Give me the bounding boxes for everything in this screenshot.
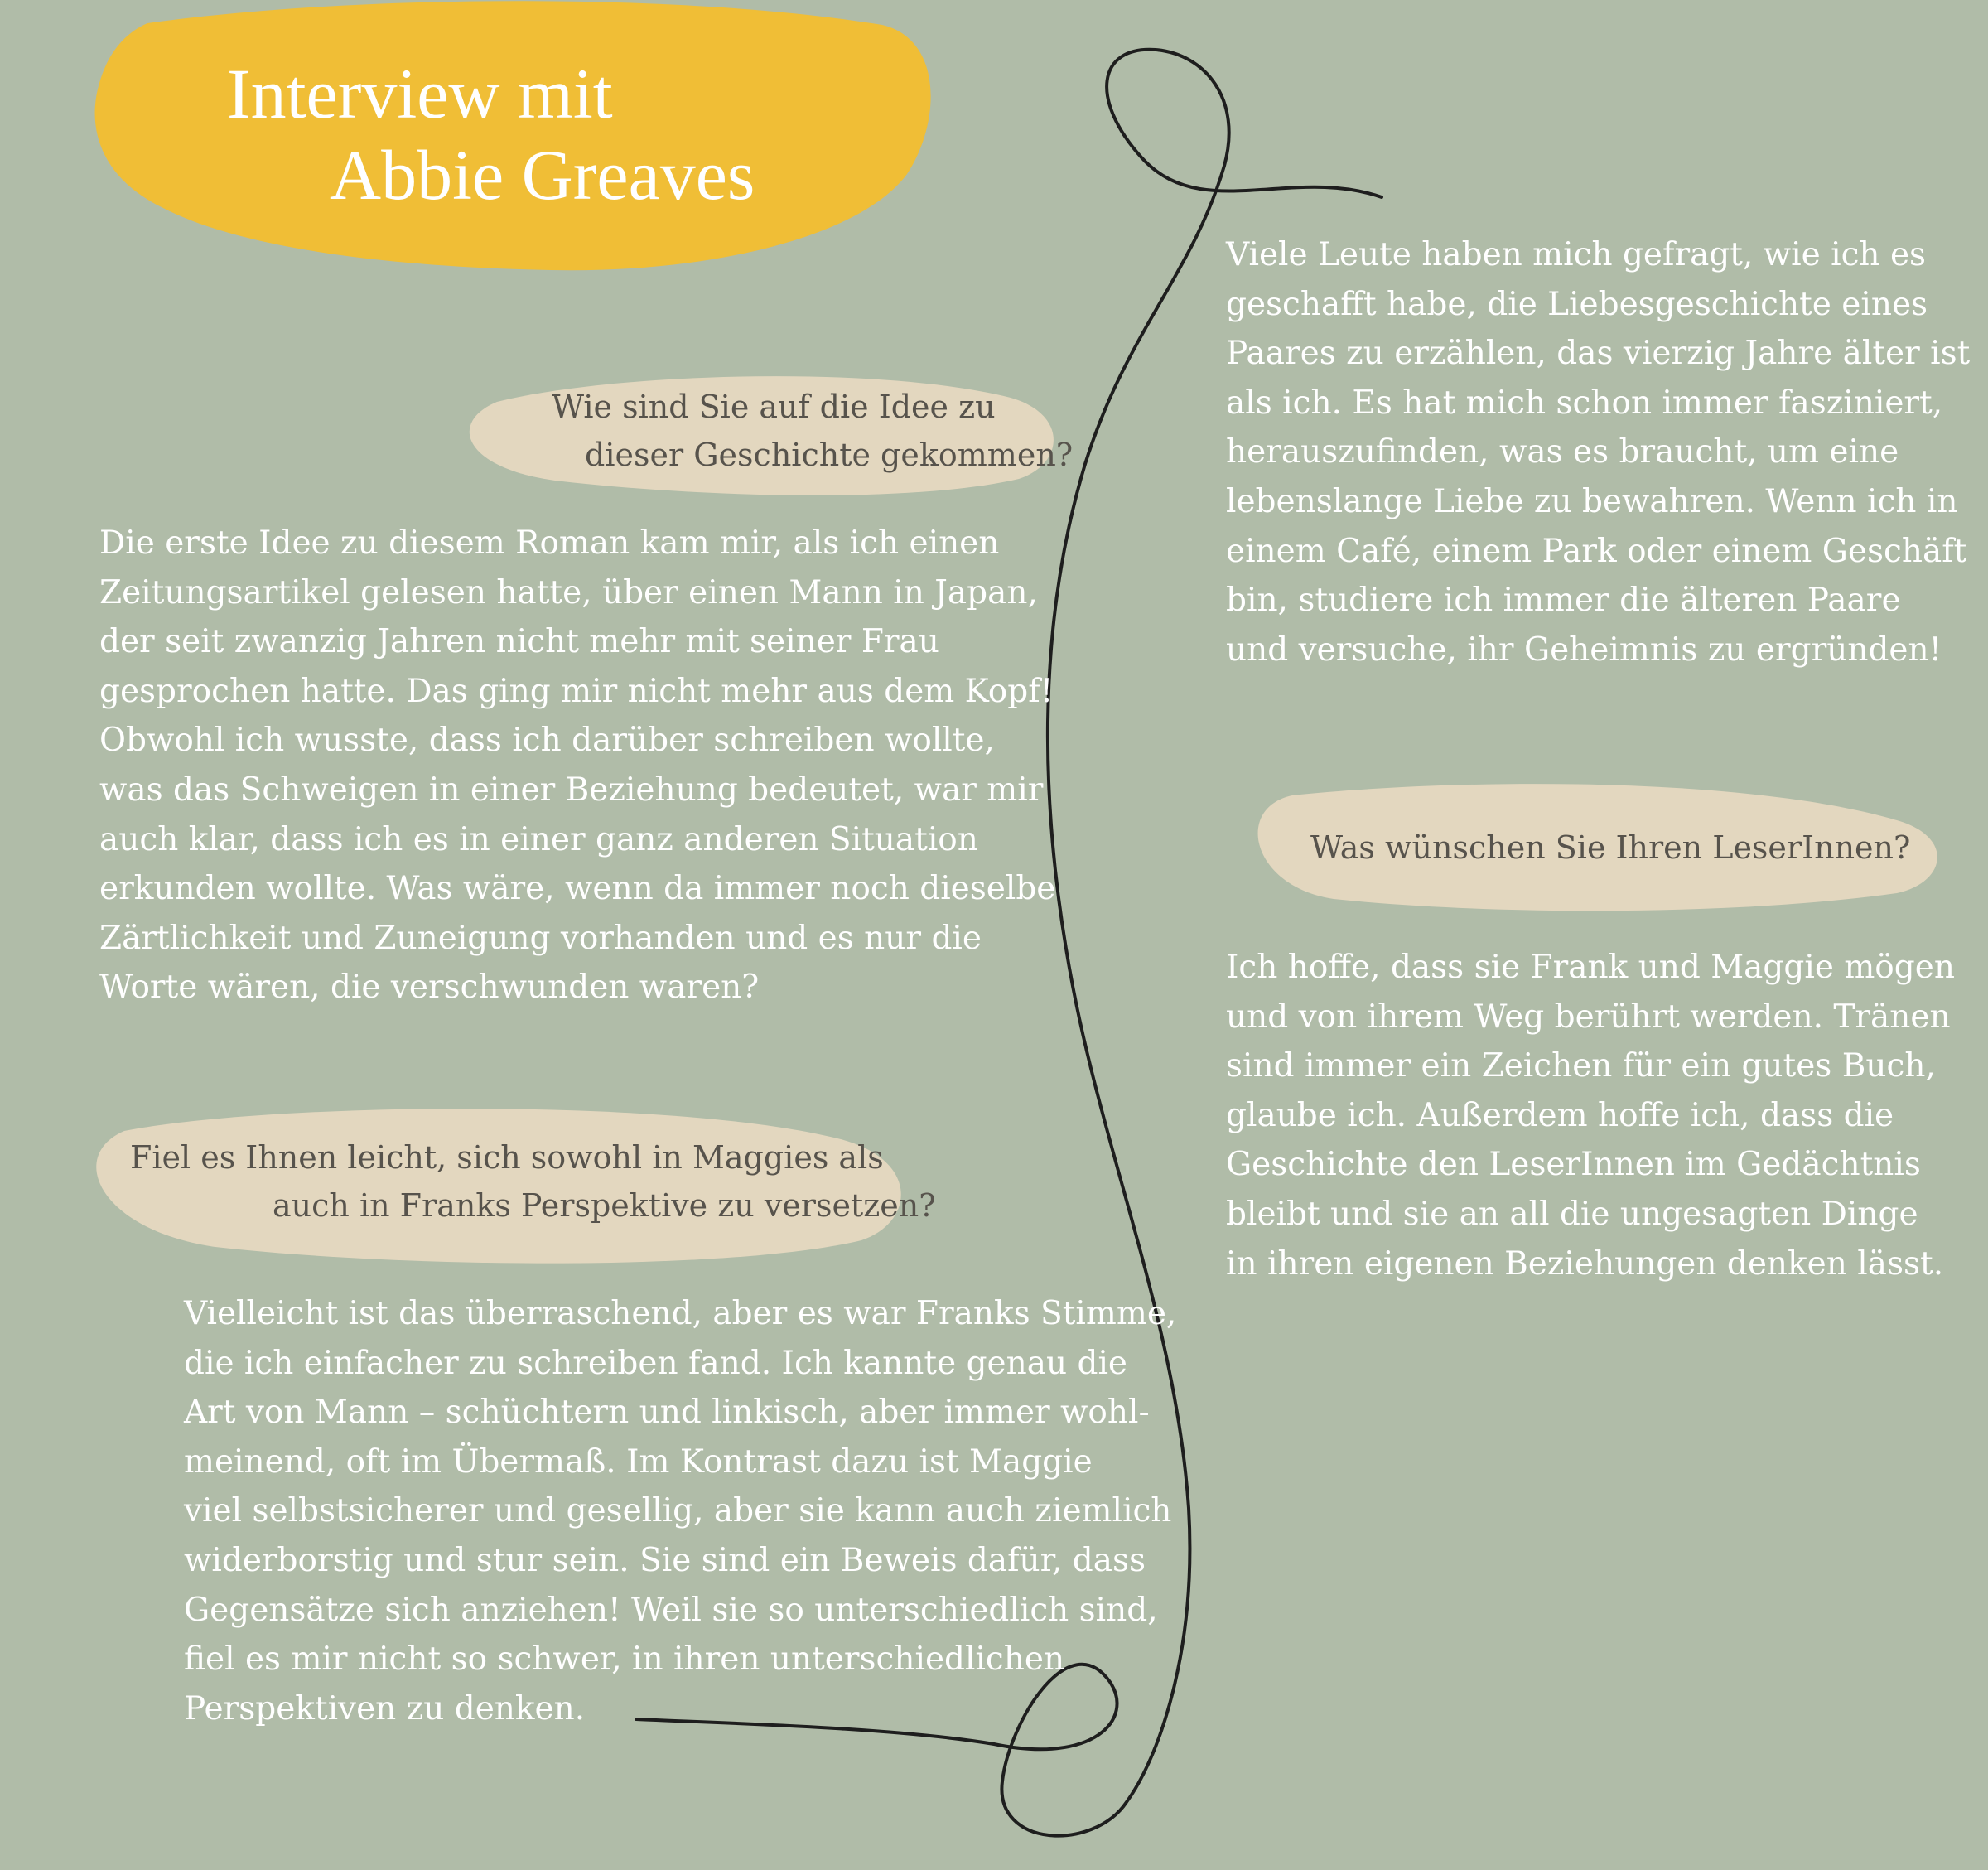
answer-1-line: Zeitungsartikel gelesen hatte, über einen Mann in Japan, (99, 573, 1038, 611)
answer-3-line: lebenslange Liebe zu bewahren. Wenn ich in (1226, 482, 1958, 520)
answer-3-line: bin, studiere ich immer die älteren Paare (1226, 582, 1901, 620)
answer-1-line: erkunden wollte. Was wäre, wenn da immer noch dieselbe (99, 870, 1056, 908)
answer-1-line: Worte wären, die verschwunden waren? (99, 969, 760, 1007)
answer-2 (184, 1289, 1176, 1733)
answer-1-line: gesprochen hatte. Das ging mir nicht mehr aus dem Kopf! (99, 672, 1054, 710)
answer-4-line: sind immer ein Zeichen für ein gutes Buch, (1226, 1047, 1936, 1085)
answer-3-line: Paares zu erzählen, das vierzig Jahre älter ist (1226, 335, 1971, 373)
answer-2-line: Gegensätze sich anziehen! Weil sie so unterschiedlich sind, (184, 1591, 1158, 1629)
answer-1-line: Zärtlichkeit und Zuneigung vorhanden und es nur die (99, 919, 982, 957)
answer-3-line: herauszufinden, was es braucht, um eine (1226, 433, 1899, 471)
answer-1-line: was das Schweigen in einer Beziehung bedeutet, war mir (99, 771, 1044, 809)
answer-2-line: viel selbstsicherer und gesellig, aber sie kann auch ziemlich (184, 1492, 1172, 1530)
answer-2-line: fiel es mir nicht so schwer, in ihren unterschiedlichen (184, 1640, 1065, 1679)
question-1-line-1: Wie sind Sie auf die Idee zu (552, 389, 996, 425)
answer-3-line: geschafft habe, die Liebesgeschichte eines (1226, 285, 1928, 323)
answer-1 (99, 519, 1055, 1012)
answer-4-line: Geschichte den LeserInnen im Gedächtnis (1226, 1146, 1921, 1184)
title-line-1: Interview mit (227, 54, 613, 133)
answer-4-line: und von ihrem Weg berührt werden. Tränen (1226, 998, 1951, 1036)
answer-4-line: Ich hoffe, dass sie Frank und Maggie mögen (1226, 949, 1955, 986)
answer-2-line: Art von Mann – schüchtern und linkisch, aber immer wohl- (184, 1394, 1150, 1432)
answer-2-line: Perspektiven zu denken. (184, 1689, 586, 1727)
answer-2-line: die ich einfacher zu schreiben fand. Ich kannte genau die (184, 1344, 1128, 1382)
answer-3-line: und versuche, ihr Geheimnis zu ergründen! (1226, 631, 1942, 669)
answer-2-line: Vielleicht ist das überraschend, aber es war Franks Stimme, (184, 1295, 1177, 1332)
answer-1-line: auch klar, dass ich es in einer ganz anderen Situation (99, 820, 978, 858)
answer-1-line: Die erste Idee zu diesem Roman kam mir, als ich einen (99, 524, 1000, 562)
answer-1-line: der seit zwanzig Jahren nicht mehr mit seiner Frau (99, 623, 939, 661)
question-3-line-1: Was wünschen Sie Ihren LeserInnen? (1310, 829, 1911, 866)
question-2 (130, 1133, 936, 1230)
title-line-2: Abbie Greaves (330, 135, 755, 215)
answer-2-line: meinend, oft im Übermaß. Im Kontrast dazu ist Maggie (184, 1442, 1093, 1481)
answer-3 (1226, 230, 1970, 674)
answer-3-line: als ich. Es hat mich schon immer fasziniert, (1226, 384, 1943, 422)
question-1-line-2: dieser Geschichte gekommen? (585, 437, 1074, 473)
question-2-line-1: Fiel es Ihnen leicht, sich sowohl in Maggies als (130, 1139, 884, 1176)
answer-2-line: widerborstig und stur sein. Sie sind ein Beweis dafür, dass (184, 1541, 1146, 1579)
answer-3-line: einem Café, einem Park oder einem Geschäft (1226, 532, 1967, 570)
question-1 (552, 383, 1073, 479)
answer-4-line: in ihren eigenen Beziehungen denken lässt. (1226, 1244, 1944, 1283)
answer-4-line: bleibt und sie an all die ungesagten Dinge (1226, 1195, 1918, 1233)
question-3 (1310, 824, 1910, 872)
question-2-line-2: auch in Franks Perspektive zu versetzen? (273, 1187, 936, 1224)
answer-4-line: glaube ich. Außerdem hoffe ich, dass die (1226, 1096, 1894, 1134)
answer-4 (1226, 943, 1955, 1288)
answer-3-line: Viele Leute haben mich gefragt, wie ich es (1226, 236, 1927, 273)
answer-1-line: Obwohl ich wusste, dass ich darüber schreiben wollte, (99, 722, 995, 760)
